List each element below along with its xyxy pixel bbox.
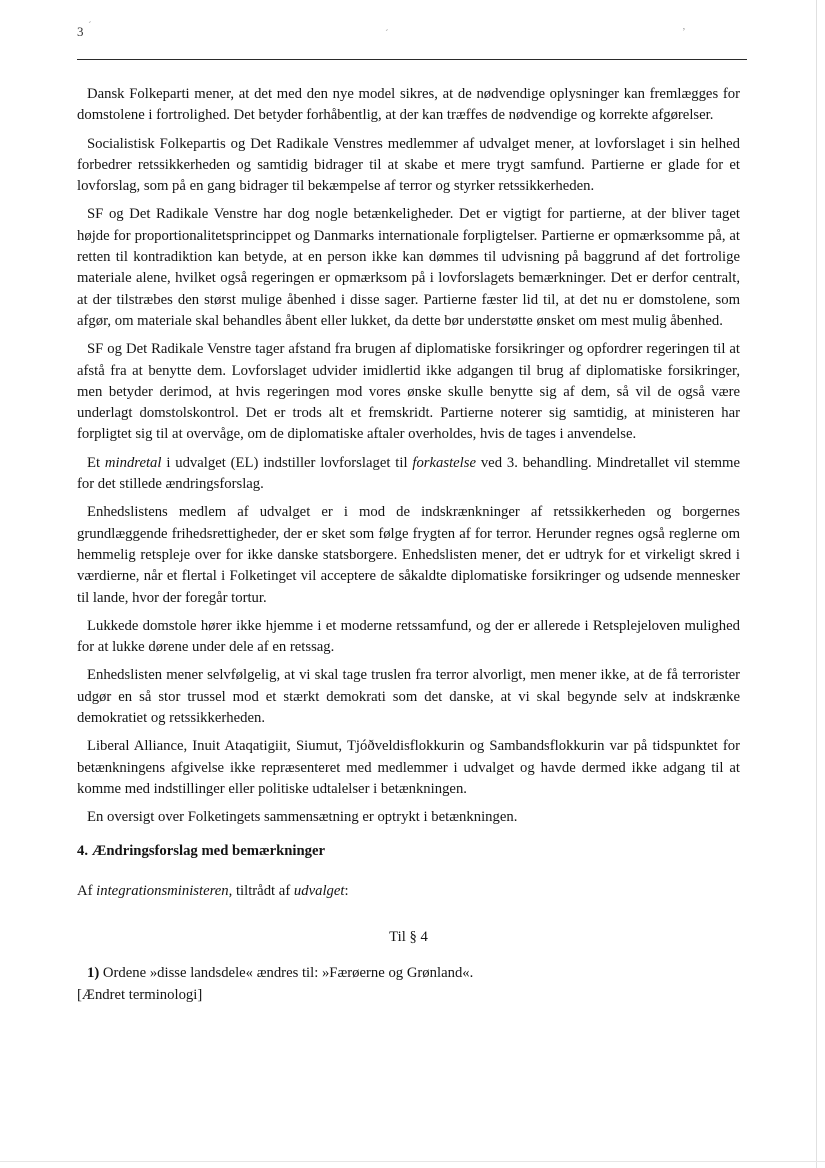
rejection-term: forkastelse bbox=[412, 454, 476, 471]
paragraph-unrepresented-parties: Liberal Alliance, Inuit Ataqatigiit, Siumut, Tjóðveldisflokkurin og Sambandsflokkurin var på tidspunktet for betænkningens afgivelse ikke repræsenteret med medlemmer i udvalget og havde dermed ikke adgang til at komme med indstillinger eller politiske udtalelser i betænkningen. bbox=[77, 738, 740, 797]
amendment bbox=[77, 963, 740, 984]
af-middle: tiltrådt af bbox=[232, 882, 294, 899]
paragraph-el-terror: Enhedslisten mener selvfølgelig, at vi skal tage truslen fra terror alvorligt, men mener ikke, at de få terrorister udgør en så stor trussel mod et stærkt demokrati som det danske, at vi skal begynde selv at indskrænke demokratiet og retssikkerheden. bbox=[77, 667, 740, 727]
document-body bbox=[77, 84, 740, 1013]
scan-edge-right bbox=[816, 0, 817, 1168]
header-rule bbox=[77, 59, 747, 60]
scan-edge-bottom bbox=[0, 1161, 825, 1162]
scan-mark: ´ bbox=[385, 28, 389, 40]
paragraph-minority bbox=[77, 453, 740, 496]
minority-text-2: i udvalget (EL) indstiller lovforslaget til bbox=[161, 454, 413, 471]
paragraph-overview: En oversigt over Folketingets sammensætning er optrykt i betænkningen. bbox=[87, 809, 518, 826]
section-heading: 4. Ændringsforslag med bemærkninger bbox=[77, 842, 326, 859]
paragraph-diplomatic-assurances: SF og Det Radikale Venstre tager afstand fra brugen af diplomatiske forsikringer og opfordrer regeringen til at afstå fra at benytte dem. Lovforslaget udvider imidlertid ikke adgangen til brug af diplomatiske forsikringer, men betyder derimod, at hvis regeringen mod vores ønske skulle benytte sig af dem, så vil de også være underlagt domstolskontrol. Det er trods alt et fremskridt. Partierne noterer sig samtidig, at ministeren har forpligtet sig til at overvåge, om de diplomatiske aftaler overholdes, hvis de tages i anvendelse. bbox=[77, 341, 740, 443]
committee: udvalget bbox=[293, 882, 345, 899]
proposer: integrationsministeren, bbox=[96, 882, 233, 899]
scan-mark: ʼ bbox=[682, 26, 686, 38]
paragraph-sf-rv-concerns: SF og Det Radikale Venstre har dog nogle betænkeligheder. Det er vigtigt for partierne, at der bliver taget højde for proportionalitetsprincippet og Danmarks internationale forpligtelser. Partierne er opmærksomme på, at retten til kontradiktion kan betyde, at en person ikke kan dømmes til udvisning på baggrund af det fortrolige materiale alene, hvilket også regeringen er opmærksom på i lovforslagets bemærkninger. Det er derfor centralt, at der tilstræbes den størst mulige åbenhed i disse sager. Partierne fæster lid til, at det nu er domstolene, som afgør, om materiale skal behandles åbent eller lukket, da dette bør understøtte ønsket om mest mulig åbenhed. bbox=[77, 206, 740, 329]
af-suffix: : bbox=[344, 882, 349, 899]
minority-text-1: Et bbox=[87, 454, 105, 471]
minority-term: mindretal bbox=[104, 454, 162, 471]
af-prefix: Af bbox=[77, 882, 97, 899]
scan-mark: ´ bbox=[88, 20, 92, 32]
proposer-line bbox=[77, 881, 740, 902]
amendment-note: [Ændret terminologi] bbox=[77, 986, 203, 1003]
amendment-number: 1) bbox=[87, 965, 100, 982]
paragraph-df: Dansk Folkeparti mener, at det med den nye model sikres, at de nødvendige oplysninger kan fremlægges for domstolene i fortrolighed. Det betyder forhåbentlig, at der kan træffes de nødvendige og korrekte afgørelser. bbox=[77, 86, 740, 124]
minority-text-3: ved 3. behandling. Mindretallet vil stemme for det stillede ændringsforslag. bbox=[77, 454, 740, 493]
amendment-text: Ordene »disse landsdele« ændres til: »Færøerne og Grønland«. bbox=[99, 965, 474, 982]
page-number: 3 bbox=[77, 24, 84, 39]
paragraph-sf-rv-support: Socialistisk Folkepartis og Det Radikale Venstres medlemmer af udvalget mener, at lovforslaget i sin helhed forbedrer retssikkerheden og samtidig bidrager til at skabe et mere trygt samfund. Partierne er glade for et lovforslag, som på en gang bidrager til bekæmpelse af terror og styrker retssikkerheden. bbox=[77, 135, 740, 195]
paragraph-reference: Til § 4 bbox=[389, 929, 428, 946]
paragraph-el-opposition: Enhedslistens medlem af udvalget er i mod de indskrænkninger af retssikkerheden og borgernes grundlæggende frihedsrettigheder, der er sket som følge frygten af for terror. Herunder regnes også reglerne om hemmelig retspleje over for ikke danske statsborgere. Enhedslisten mener, det er udtryk for et virkeligt skred i værdierne, når et flertal i Folketinget vil acceptere de såkaldte diplomatiske forsikringer og udsende mennesker til lande, hvor der foregår tortur. bbox=[77, 504, 740, 606]
paragraph-closed-courts: Lukkede domstole hører ikke hjemme i et moderne retssamfund, og der er allerede i Retsplejeloven mulighed for at lukke dørene under dele af en retssag. bbox=[77, 617, 740, 656]
